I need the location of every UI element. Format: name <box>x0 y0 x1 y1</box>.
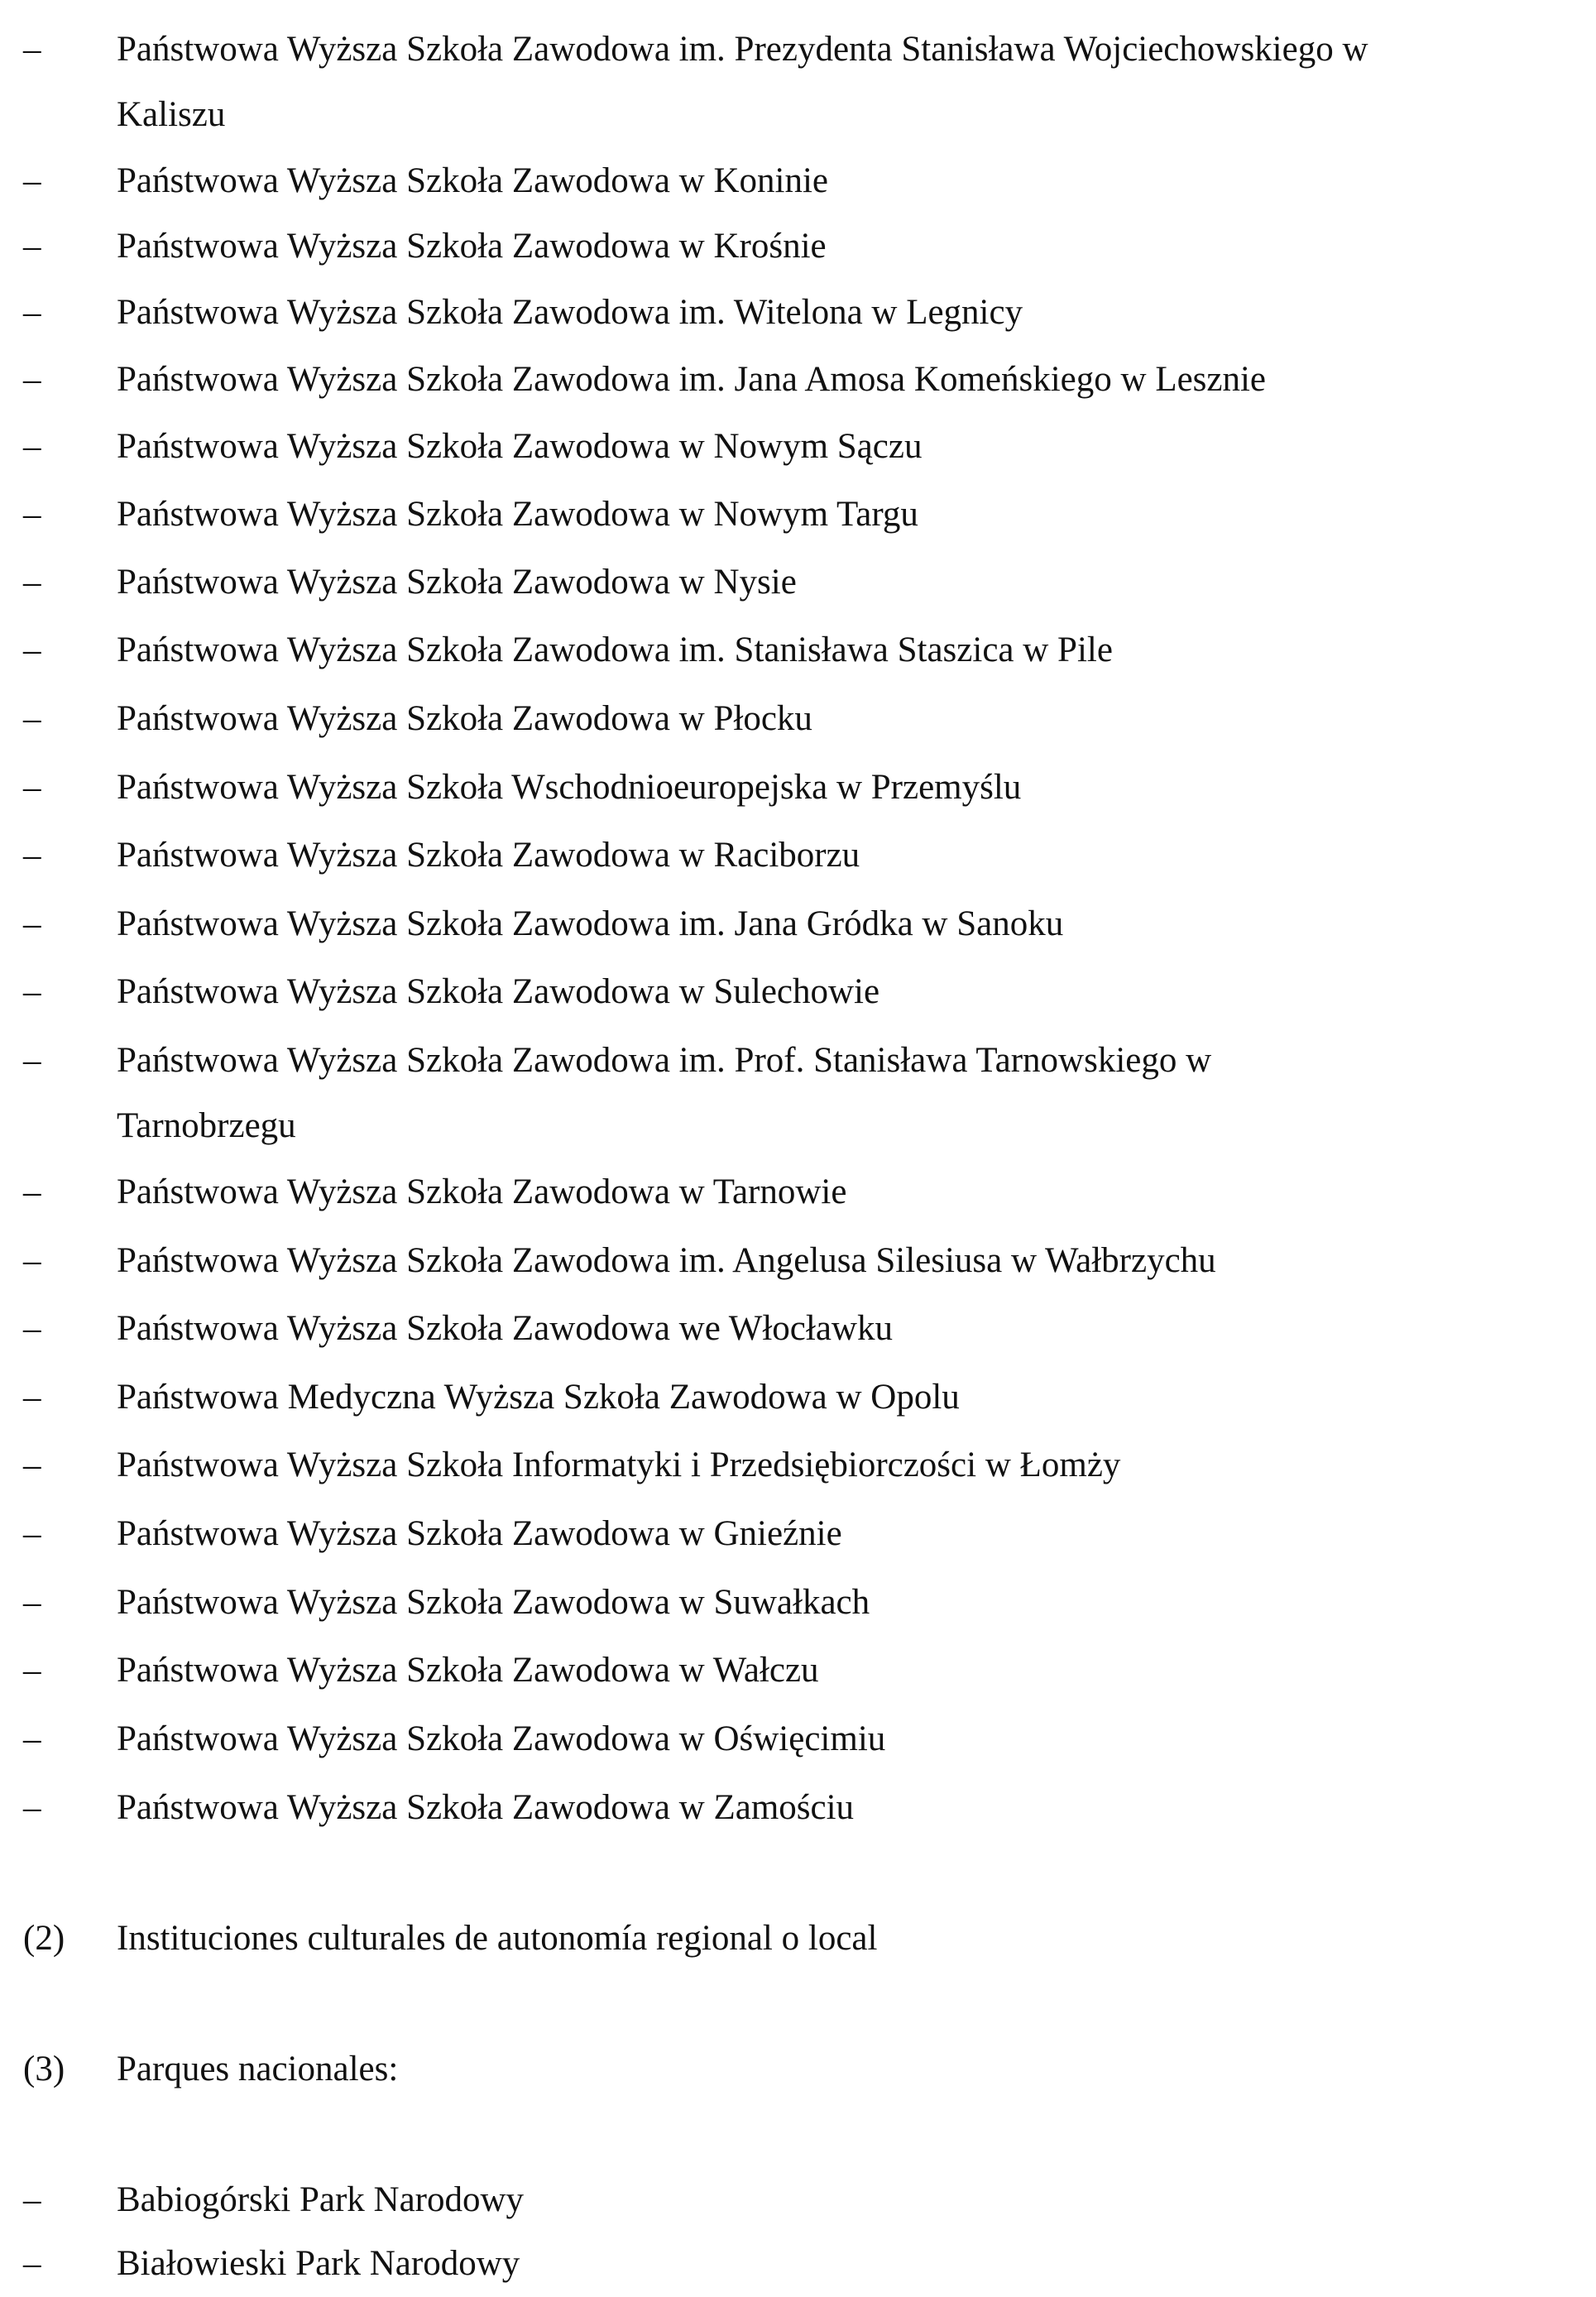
list-item <box>0 1441 1596 1490</box>
list-marker: – <box>23 1309 41 1348</box>
numbered-item-text: Instituciones culturales de autonomía regional o local <box>117 1919 878 1958</box>
list-item-text: Państwowa Wyższa Szkoła Zawodowa w Płocku <box>117 699 812 738</box>
list-marker: – <box>23 30 41 69</box>
list-item <box>0 25 1596 74</box>
list-item <box>0 626 1596 675</box>
list-item <box>0 422 1596 472</box>
list-item <box>0 156 1596 206</box>
list-item <box>0 1646 1596 1695</box>
list-item-text: Tarnobrzegu <box>117 1106 296 1145</box>
list-item-text: Państwowa Wyższa Szkoła Zawodowa im. Prof. Stanisława Tarnowskiego w <box>117 1041 1212 1080</box>
list-item-text: Państwowa Wyższa Szkoła Zawodowa im. Jana Amosa Komeńskiego w Lesznie <box>117 360 1267 399</box>
list-item-text: Państwowa Wyższa Szkoła Zawodowa w Oświęcimiu <box>117 1719 886 1758</box>
list-marker: – <box>23 972 41 1011</box>
list-item <box>0 490 1596 539</box>
list-item-text: Białowieski Park Narodowy <box>117 2244 520 2283</box>
list-marker: – <box>23 699 41 738</box>
list-item <box>0 831 1596 880</box>
list-item-text: Państwowa Wyższa Szkoła Zawodowa im. Angelusa Silesiusa w Wałbrzychu <box>117 1241 1216 1280</box>
list-item-text: Państwowa Wyższa Szkoła Zawodowa w Nowym Targu <box>117 495 918 534</box>
list-item <box>0 1783 1596 1833</box>
list-item-text: Państwowa Wyższa Szkoła Zawodowa w Suwałkach <box>117 1583 870 1622</box>
list-marker: – <box>23 768 41 807</box>
item-number: (2) <box>23 1919 65 1958</box>
list-marker: – <box>23 2244 41 2283</box>
list-item-text: Państwowa Wyższa Szkoła Zawodowa w Nowym Sączu <box>117 427 923 466</box>
list-marker: – <box>23 1241 41 1280</box>
list-marker: – <box>23 2180 41 2219</box>
list-marker: – <box>23 1651 41 1690</box>
list-item <box>0 1509 1596 1559</box>
list-marker: – <box>23 1172 41 1211</box>
list-marker: – <box>23 1583 41 1622</box>
list-marker: – <box>23 904 41 943</box>
list-item-text: Państwowa Wyższa Szkoła Wschodnioeuropejska w Przemyślu <box>117 768 1022 807</box>
list-item <box>0 694 1596 744</box>
list-marker: – <box>23 836 41 875</box>
list-item-text: Państwowa Wyższa Szkoła Zawodowa w Wałczu <box>117 1651 819 1690</box>
list-marker: – <box>23 495 41 534</box>
list-item <box>0 967 1596 1017</box>
numbered-item <box>0 1914 1596 1964</box>
list-item <box>0 1304 1596 1354</box>
item-number: (3) <box>23 2050 65 2088</box>
list-item <box>0 1373 1596 1422</box>
numbered-item-text: Parques nacionales: <box>117 2050 399 2088</box>
list-marker: – <box>23 1514 41 1553</box>
list-marker: – <box>23 1378 41 1417</box>
list-marker: – <box>23 1788 41 1827</box>
list-item-text: Państwowa Medyczna Wyższa Szkoła Zawodowa w Opolu <box>117 1378 960 1417</box>
list-item-text: Państwowa Wyższa Szkoła Zawodowa im. Witelona w Legnicy <box>117 293 1023 332</box>
list-marker: – <box>23 293 41 332</box>
list-item-text: Państwowa Wyższa Szkoła Zawodowa im. Stanisława Staszica w Pile <box>117 631 1113 669</box>
list-item-text: Państwowa Wyższa Szkoła Zawodowa w Koninie <box>117 161 828 200</box>
list-item <box>0 2175 1596 2225</box>
list-item-text: Państwowa Wyższa Szkoła Zawodowa im. Jana Gródka w Sanoku <box>117 904 1064 943</box>
list-marker: – <box>23 563 41 602</box>
list-item-text: Państwowa Wyższa Szkoła Zawodowa w Raciborzu <box>117 836 860 875</box>
list-item <box>0 899 1596 949</box>
list-item-text: Kaliszu <box>117 95 226 134</box>
list-marker: – <box>23 161 41 200</box>
numbered-item <box>0 2045 1596 2094</box>
list-item-text: Państwowa Wyższa Szkoła Zawodowa w Tarnowie <box>117 1172 847 1211</box>
list-item-text: Państwowa Wyższa Szkoła Zawodowa w Krośnie <box>117 227 827 266</box>
list-item-continuation <box>0 90 1596 140</box>
list-item-text: Państwowa Wyższa Szkoła Zawodowa w Gnieźnie <box>117 1514 842 1553</box>
list-marker: – <box>23 1446 41 1484</box>
list-item-text: Państwowa Wyższa Szkoła Zawodowa im. Prezydenta Stanisława Wojciechowskiego w <box>117 30 1368 69</box>
list-item-text: Państwowa Wyższa Szkoła Zawodowa w Zamościu <box>117 1788 855 1827</box>
list-marker: – <box>23 1041 41 1080</box>
list-item <box>0 1714 1596 1764</box>
list-marker: – <box>23 1719 41 1758</box>
list-item-text: Państwowa Wyższa Szkoła Informatyki i Przedsiębiorczości w Łomży <box>117 1446 1121 1484</box>
list-item-text: Państwowa Wyższa Szkoła Zawodowa w Nysie <box>117 563 797 602</box>
list-marker: – <box>23 427 41 466</box>
list-item-text: Państwowa Wyższa Szkoła Zawodowa we Włocławku <box>117 1309 893 1348</box>
list-item <box>0 222 1596 271</box>
list-marker: – <box>23 631 41 669</box>
list-item <box>0 1578 1596 1628</box>
list-item <box>0 1168 1596 1217</box>
list-item <box>0 1236 1596 1286</box>
list-item <box>0 1036 1596 1086</box>
list-item-text: Państwowa Wyższa Szkoła Zawodowa w Sulechowie <box>117 972 880 1011</box>
list-item <box>0 355 1596 405</box>
list-item-text: Babiogórski Park Narodowy <box>117 2180 525 2219</box>
list-marker: – <box>23 360 41 399</box>
list-item-continuation <box>0 1101 1596 1151</box>
list-item <box>0 763 1596 813</box>
list-item <box>0 558 1596 607</box>
list-item <box>0 288 1596 338</box>
list-marker: – <box>23 227 41 266</box>
list-item <box>0 2239 1596 2289</box>
